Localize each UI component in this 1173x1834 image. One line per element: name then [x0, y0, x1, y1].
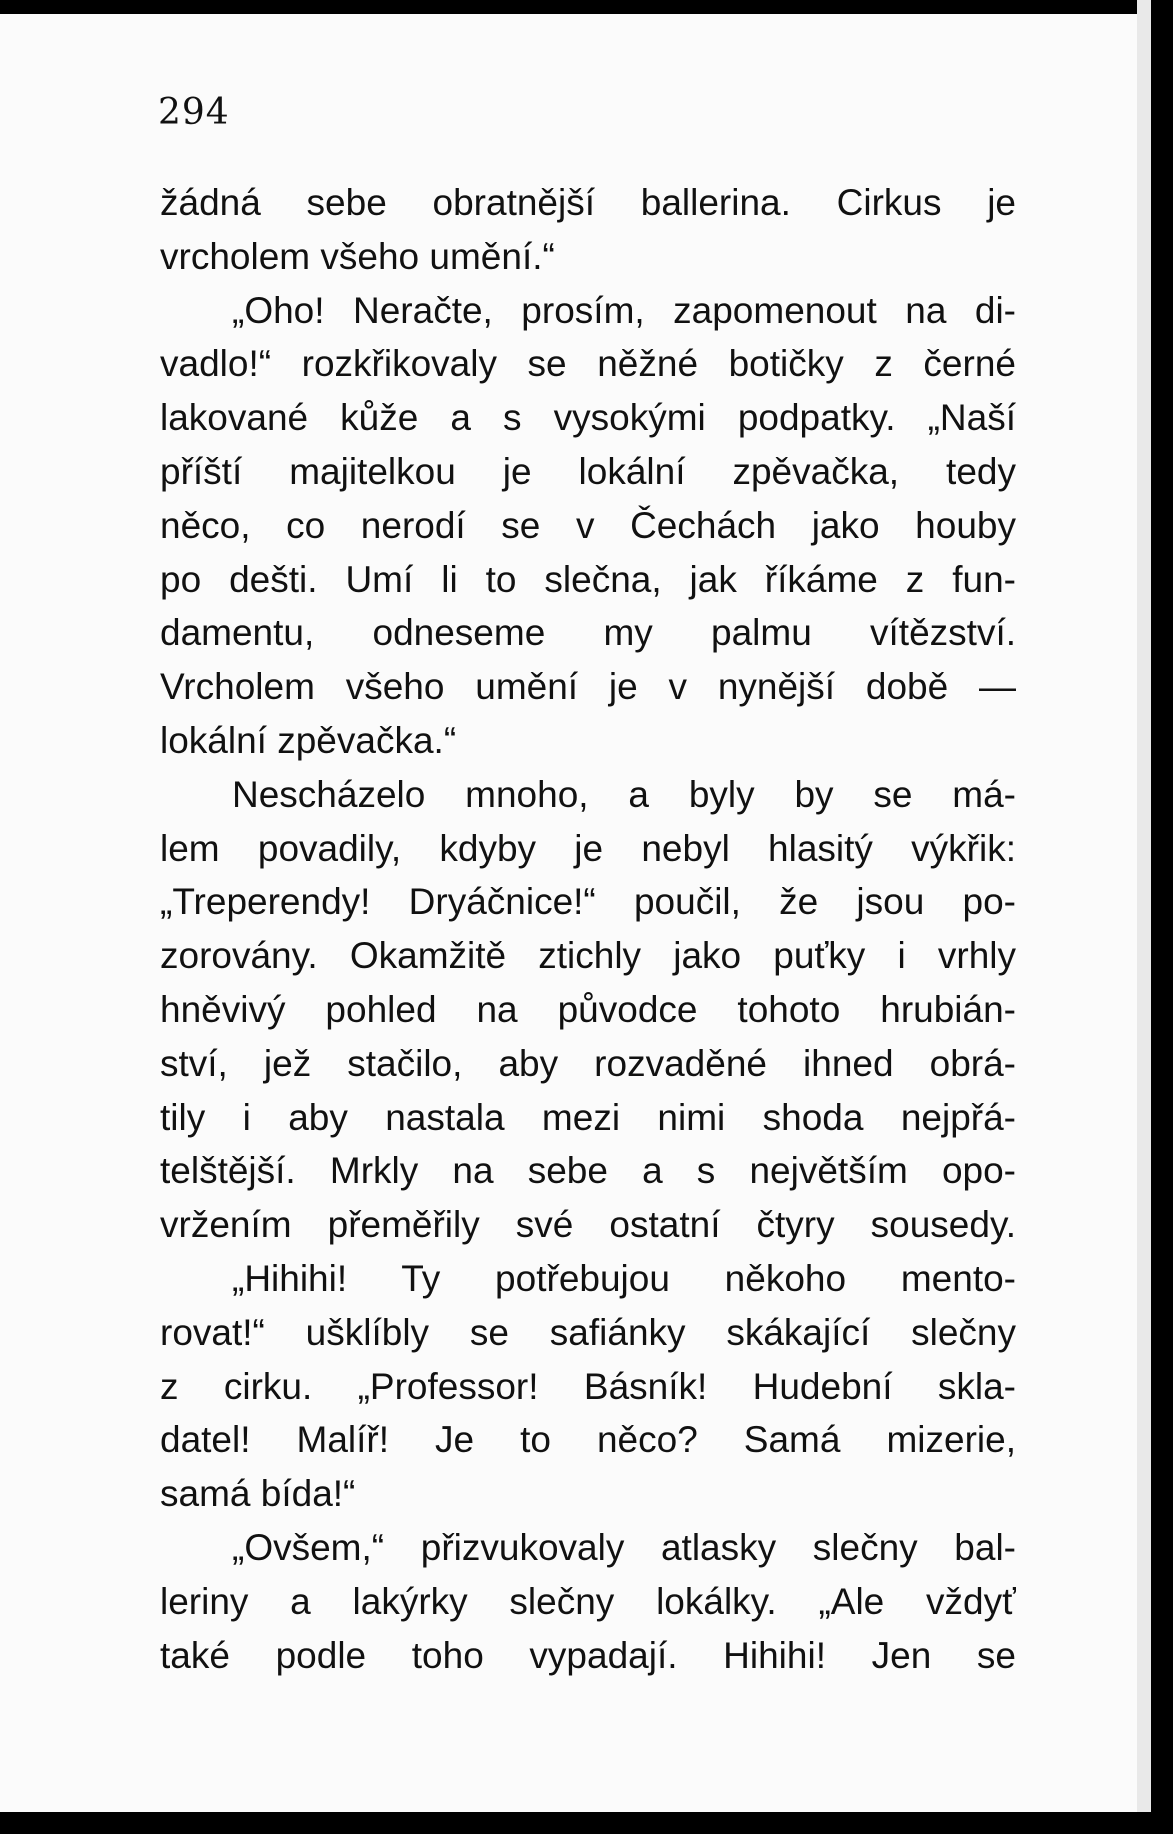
text-line: lokální zpěvačka.“ [160, 719, 457, 761]
text-line: příští majitelkou je lokální zpěvačka, tedy [160, 450, 1016, 492]
text-line: lem povadily, kdyby je nebyl hlasitý výkřik: [160, 827, 1016, 869]
text-line: vrcholem všeho umění.“ [160, 235, 555, 277]
scan-border-top [0, 0, 1173, 14]
text-line: z cirku. „Professor! Básník! Hudební skla- [160, 1365, 1016, 1407]
text-line: tily i aby nastala mezi nimi shoda nejpřá- [160, 1096, 1016, 1138]
text-line: leriny a lakýrky slečny lokálky. „Ale vždyť [160, 1580, 1016, 1622]
text-line: žádná sebe obratnější ballerina. Cirkus je [160, 182, 1016, 223]
text-line: „Treperendy! Dryáčnice!“ poučil, že jsou po- [160, 881, 1016, 923]
text-line: zorovány. Okamžitě ztichly jako puťky i vrhly [160, 935, 1016, 977]
text-line: Vrcholem všeho umění je v nynější době — [160, 666, 1016, 708]
text-line: po dešti. Umí li to slečna, jak říkáme z fun- [160, 558, 1016, 600]
text-line: „Oho! Neračte, prosím, zapomenout na di- [232, 289, 1016, 331]
text-line: lakované kůže a s vysokými podpatky. „Naší [160, 397, 1016, 439]
text-line: „Hihihi! Ty potřebujou někoho mento- [232, 1257, 1016, 1299]
text-line: samá bída!“ [160, 1473, 356, 1515]
book-page [0, 14, 1137, 1812]
text-line: rovat!“ ušklíbly se safiánky skákající slečny [160, 1311, 1016, 1353]
text-line: telštější. Mrkly na sebe a s největším opo- [160, 1150, 1016, 1192]
text-line: ství, jež stačilo, aby rozvaděné ihned obrá- [160, 1042, 1016, 1084]
scan-border-bottom [0, 1812, 1173, 1834]
text-line: Nescházelo mnoho, a byly by se má- [232, 773, 1016, 815]
scan-gutter [1137, 0, 1151, 1834]
body-text [160, 176, 1016, 1682]
text-line: vadlo!“ rozkřikovaly se něžné botičky z černé [160, 343, 1016, 385]
page-number: 294 [158, 92, 230, 133]
text-line: něco, co nerodí se v Čechách jako houby [160, 504, 1016, 546]
text-line: „Ovšem,“ přizvukovaly atlasky slečny bal- [232, 1526, 1016, 1568]
text-line: také podle toho vypadají. Hihihi! Jen se [160, 1634, 1016, 1676]
text-line: vržením přeměřily své ostatní čtyry sousedy. [160, 1204, 1016, 1246]
text-line: damentu, odneseme my palmu vítězství. [160, 612, 1016, 654]
text-line: datel! Malíř! Je to něco? Samá mizerie, [160, 1419, 1016, 1461]
text-line: hněvivý pohled na původce tohoto hrubián- [160, 988, 1016, 1030]
scan-border-right [1151, 0, 1173, 1834]
